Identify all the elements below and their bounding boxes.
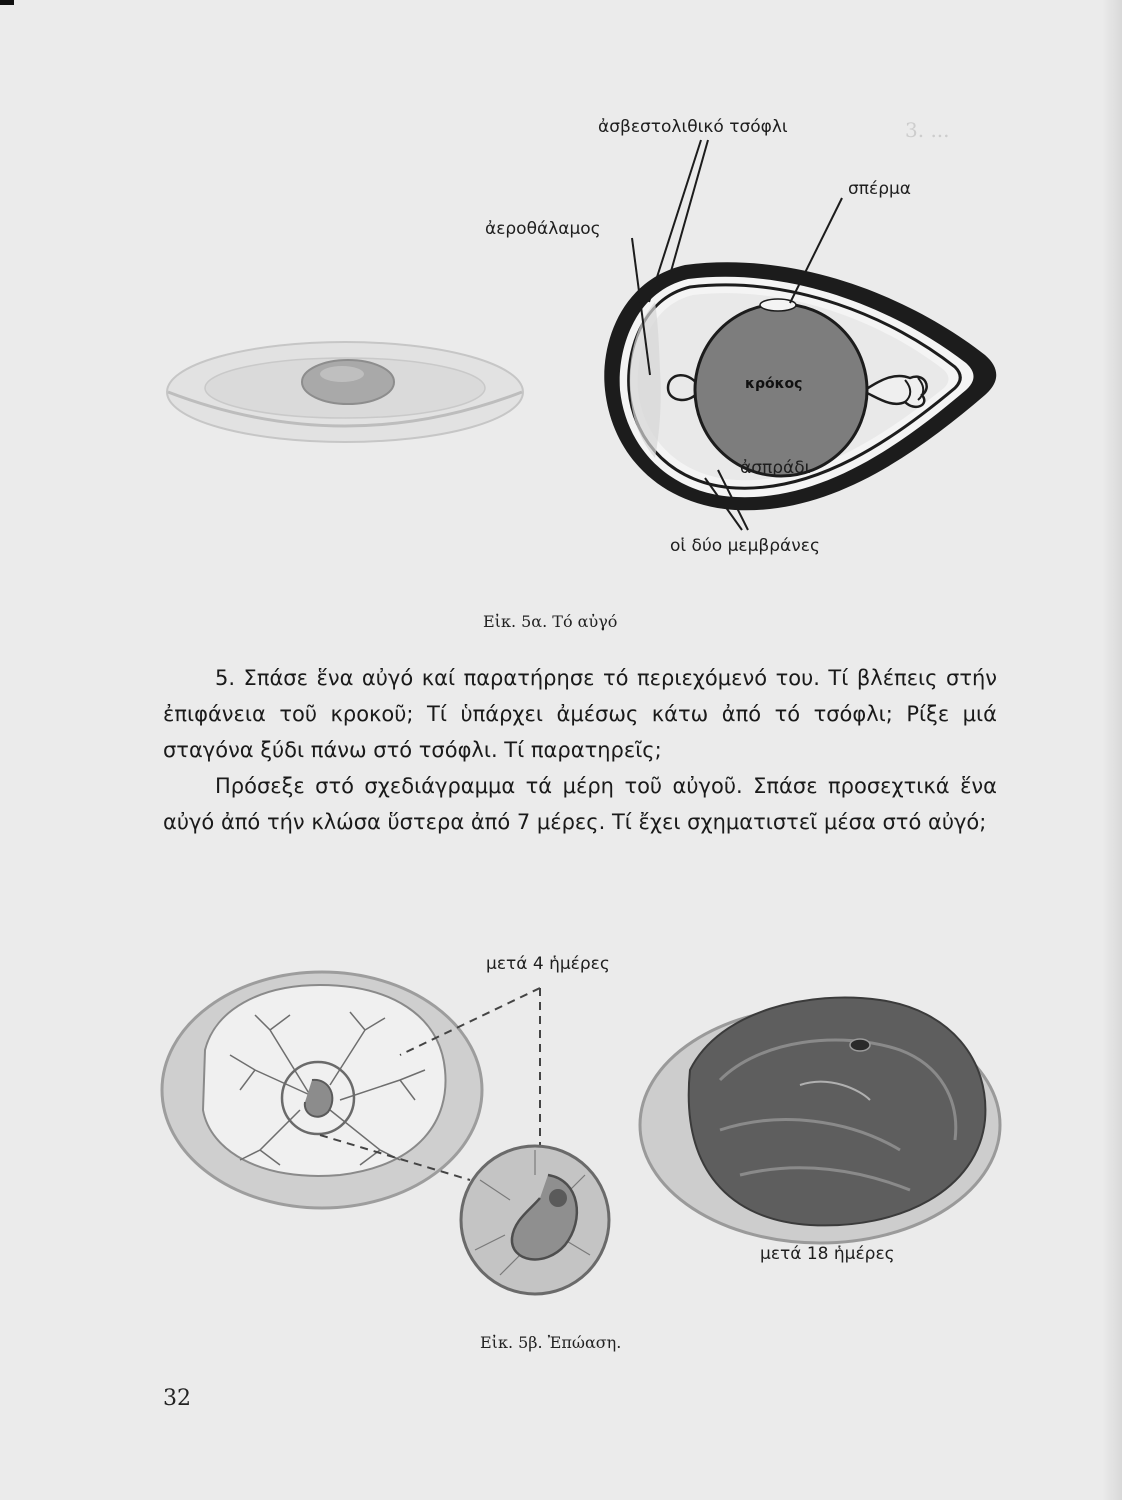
egg-18-days [640, 998, 1000, 1243]
label-membranes: οἱ δύο μεμβράνες [670, 536, 820, 556]
figure-5b-caption: Εἰκ. 5β. Ἐπώαση. [480, 1333, 622, 1352]
label-air-chamber: ἀεροθάλαμος [485, 219, 601, 239]
magnified-embryo [461, 1146, 609, 1294]
label-after-4-days: μετά 4 ἡμέρες [486, 954, 610, 974]
label-white: ἀσπράδι [740, 458, 811, 478]
egg-4-days [162, 972, 482, 1208]
label-sperm: σπέρμα [848, 179, 912, 199]
label-yolk: κρόκος [745, 376, 803, 392]
bleed-through-text: 3. ... [905, 118, 950, 142]
figure-5a-caption: Εἰκ. 5α. Τό αὐγό [483, 612, 618, 631]
label-shell: ἀσβεστολιθικό τσόφλι [598, 117, 788, 137]
label-after-18-days: μετά 18 ἡμέρες [760, 1244, 895, 1264]
paragraph-1: 5. Σπάσε ἕνα αὐγό καί παρατήρησε τό περιεχόμενό του. Τί βλέπεις στήν ἐπιφάνεια τοῦ κροκοῦ; Τί ὑπάρχει ἀμέσως κάτω ἀπό τό τσόφλι; Ρίξε μιά σταγόνα ξύδι πάνω στό τσόφλι. Τί παρατηρεῖς; [163, 666, 997, 762]
page-number: 32 [163, 1386, 191, 1411]
paragraph-2: Πρόσεξε στό σχεδιάγραμμα τά μέρη τοῦ αὐγοῦ. Σπάσε προσεχτικά ἕνα αὐγό ἀπό τήν κλώσα ὕστερα ἀπό 7 μέρες. Τί ἔχει σχηματιστεῖ μέσα στό αὐγό; [163, 774, 997, 834]
